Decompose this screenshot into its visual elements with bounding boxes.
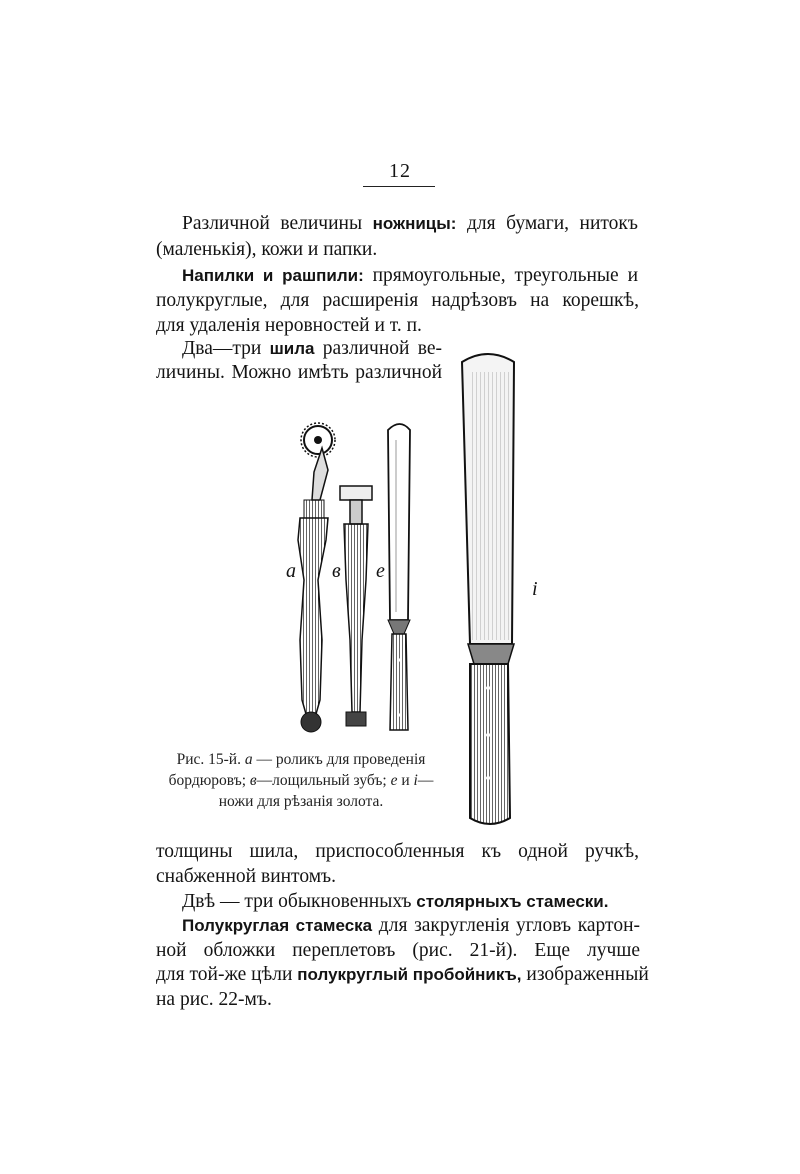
para6-line1: Полукруглая стамеска для закругленія угловъ картон- [182, 915, 640, 936]
figure-label-d: i [532, 578, 538, 600]
para2-line3: для удаленія неровностей и т. п. [156, 315, 422, 336]
para4-line2: снабженной винтомъ. [156, 866, 337, 887]
figure-caption-line1: Рис. 15-й. a — роликъ для проведенія [176, 751, 426, 768]
tool-c-knife [388, 424, 410, 730]
figure-label-a: a [286, 560, 296, 582]
figure-label-c: е [376, 560, 385, 582]
figure-label-b: в [332, 560, 341, 582]
para6-line2: ной обложки переплетовъ (рис. 21-й). Еще лучше [156, 940, 640, 961]
para1-line1: Различной величины ножницы: для бумаги, нитокъ [182, 213, 638, 234]
para1-line2: (маленькія), кожи и папки. [156, 239, 378, 260]
para3-line1: Два—три шила различной ве- [182, 338, 442, 359]
para5-line1: Двѣ — три обыкновенныхъ столярныхъ стамески. [182, 891, 609, 912]
figure-caption-line2: бордюровъ; в—лощильный зубъ; е и i— [168, 772, 434, 789]
para4-line1: толщины шила, приспособленныя къ одной ручкѣ, [156, 841, 639, 862]
para6-line3: для той-же цѣли полукруглый пробойникъ, изображенный [156, 964, 649, 985]
para6-line4: на рис. 22-мъ. [156, 989, 272, 1010]
tool-d-large-knife [462, 354, 514, 824]
para3-line2: личины. Можно имѣть различной [156, 362, 442, 383]
para2-line1: Напилки и рашпили: прямоугольные, треугольные и [182, 265, 639, 286]
page-number: 12 [389, 160, 411, 182]
tool-a-roller [298, 423, 335, 732]
figure-caption-line3: ножи для рѣзанія золота. [218, 793, 384, 810]
para2-line2: полукруглые, для расширенія надрѣзовъ на корешкѣ, [156, 290, 639, 311]
tool-b-burnisher [340, 486, 372, 726]
